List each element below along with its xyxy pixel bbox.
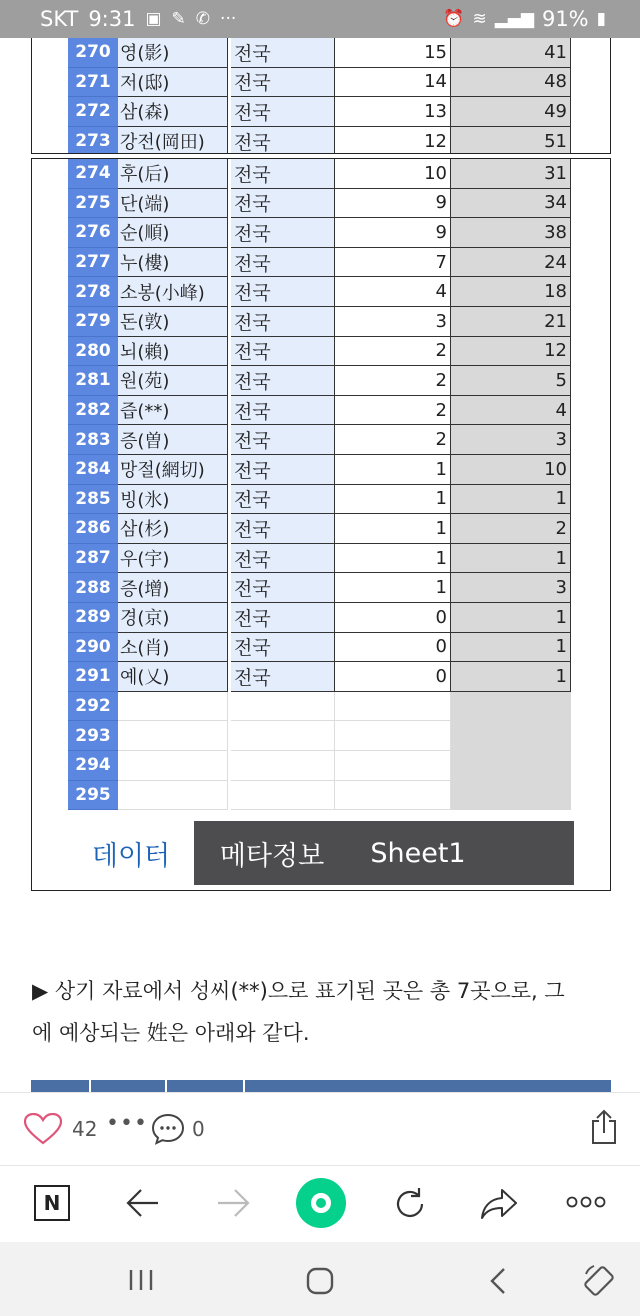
- value-cell-1[interactable]: [335, 721, 451, 751]
- tab-sheet1[interactable]: Sheet1: [350, 821, 486, 885]
- spreadsheet-table: [68, 159, 574, 821]
- value-cell-1[interactable]: 9: [335, 189, 451, 219]
- article-line-1: ▶ 상기 자료에서 성씨(**)으로 표기된 곳은 총 7곳으로, 그: [32, 979, 565, 1003]
- spreadsheet-embed[interactable]: [31, 158, 611, 891]
- region-cell[interactable]: 전국: [231, 159, 335, 189]
- value-cell-1[interactable]: 2: [335, 337, 451, 367]
- row-number[interactable]: 275: [68, 189, 118, 219]
- value-cell-1[interactable]: 13: [335, 97, 451, 127]
- region-cell[interactable]: 전국: [231, 218, 335, 248]
- table-row: [68, 544, 574, 574]
- region-cell[interactable]: 전국: [231, 603, 335, 633]
- naver-home-button[interactable]: N: [34, 1185, 70, 1221]
- surname-cell[interactable]: 누(樓): [118, 248, 228, 278]
- surname-cell[interactable]: 소봉(小峰): [118, 277, 228, 307]
- row-number[interactable]: 272: [68, 97, 118, 127]
- table-row: [68, 396, 574, 426]
- region-cell[interactable]: 전국: [231, 337, 335, 367]
- value-cell-2[interactable]: 21: [451, 307, 571, 337]
- table-row: [68, 662, 574, 692]
- value-cell-1[interactable]: 14: [335, 68, 451, 98]
- value-cell-1[interactable]: 3: [335, 307, 451, 337]
- row-number[interactable]: 290: [68, 633, 118, 663]
- value-cell-2[interactable]: 12: [451, 337, 571, 367]
- region-cell[interactable]: 전국: [231, 544, 335, 574]
- value-cell-2[interactable]: 10: [451, 455, 571, 485]
- value-cell-1[interactable]: 4: [335, 277, 451, 307]
- region-cell[interactable]: 전국: [231, 633, 335, 663]
- row-number[interactable]: 270: [68, 38, 118, 68]
- spreadsheet-embed-top[interactable]: [31, 38, 611, 154]
- region-cell[interactable]: 전국: [231, 662, 335, 692]
- value-cell-2[interactable]: 31: [451, 159, 571, 189]
- system-navigation-bar: [0, 1242, 640, 1316]
- value-cell-2[interactable]: [451, 692, 571, 722]
- value-cell-2[interactable]: 48: [451, 68, 571, 98]
- nav-back-icon[interactable]: [488, 1267, 508, 1299]
- value-cell-1[interactable]: 2: [335, 366, 451, 396]
- value-cell-1[interactable]: 2: [335, 425, 451, 455]
- region-cell[interactable]: 전국: [231, 38, 335, 68]
- surname-cell[interactable]: 우(宇): [118, 544, 228, 574]
- tab-meta-info[interactable]: 메타정보: [194, 821, 350, 885]
- table-row: [68, 337, 574, 367]
- value-cell-1[interactable]: 9: [335, 218, 451, 248]
- value-cell-2[interactable]: 51: [451, 127, 571, 154]
- row-number[interactable]: 288: [68, 573, 118, 603]
- table-row: [68, 189, 574, 219]
- article-line-2: 에 예상되는 姓은 아래와 같다.: [32, 1021, 310, 1045]
- gallery-icon: ▣: [145, 9, 162, 29]
- row-number[interactable]: 284: [68, 455, 118, 485]
- row-number[interactable]: 280: [68, 337, 118, 367]
- value-cell-2[interactable]: 1: [451, 603, 571, 633]
- table-row: [68, 455, 574, 485]
- region-cell[interactable]: 전국: [231, 425, 335, 455]
- row-number[interactable]: 286: [68, 514, 118, 544]
- value-cell-1[interactable]: 7: [335, 248, 451, 278]
- surname-cell[interactable]: 단(端): [118, 189, 228, 219]
- post-action-bar: [0, 1092, 640, 1166]
- value-cell-2[interactable]: 3: [451, 573, 571, 603]
- value-cell-1[interactable]: 0: [335, 633, 451, 663]
- row-number[interactable]: 283: [68, 425, 118, 455]
- table-row: [68, 159, 574, 189]
- row-number[interactable]: 278: [68, 277, 118, 307]
- value-cell-1[interactable]: 10: [335, 159, 451, 189]
- table-row: [68, 692, 574, 722]
- region-cell[interactable]: 전국: [231, 307, 335, 337]
- table-row: [68, 97, 574, 127]
- region-cell[interactable]: 전국: [231, 396, 335, 426]
- value-cell-2[interactable]: [451, 781, 571, 811]
- table-row: [68, 514, 574, 544]
- region-cell[interactable]: 전국: [231, 514, 335, 544]
- value-cell-2[interactable]: 38: [451, 218, 571, 248]
- notification-icon: ✎: [171, 9, 186, 29]
- table-row: [68, 603, 574, 633]
- value-cell-1[interactable]: 15: [335, 38, 451, 68]
- more-options-icon[interactable]: [566, 1194, 606, 1214]
- table-row: [68, 307, 574, 337]
- value-cell-2[interactable]: 1: [451, 544, 571, 574]
- value-cell-2[interactable]: 1: [451, 485, 571, 515]
- value-cell-2[interactable]: 24: [451, 248, 571, 278]
- surname-cell[interactable]: 원(苑): [118, 366, 228, 396]
- like-count: 42: [72, 1117, 98, 1141]
- value-cell-2[interactable]: 3: [451, 425, 571, 455]
- tab-data[interactable]: 데이터: [68, 821, 194, 885]
- row-number[interactable]: 282: [68, 396, 118, 426]
- surname-cell[interactable]: 돈(敦): [118, 307, 228, 337]
- table-row: [68, 781, 574, 811]
- tab-bar-filler: [486, 821, 574, 885]
- table-row: [68, 573, 574, 603]
- value-cell-2[interactable]: [451, 751, 571, 781]
- forward-arrow-icon[interactable]: [216, 1188, 250, 1222]
- value-cell-1[interactable]: 2: [335, 396, 451, 426]
- alarm-icon: ⏰: [443, 9, 465, 29]
- table-row: [68, 633, 574, 663]
- value-cell-1[interactable]: 1: [335, 544, 451, 574]
- surname-cell[interactable]: 강전(岡田): [118, 127, 228, 154]
- table-row: [68, 277, 574, 307]
- table-row: [68, 721, 574, 751]
- value-cell-1[interactable]: 0: [335, 603, 451, 633]
- green-dot-button[interactable]: [296, 1178, 346, 1228]
- surname-cell[interactable]: 즙(**): [118, 396, 228, 426]
- value-cell-1[interactable]: [335, 751, 451, 781]
- table-row: [68, 485, 574, 515]
- region-cell[interactable]: 전국: [231, 277, 335, 307]
- surname-cell[interactable]: 예(乂): [118, 662, 228, 692]
- surname-cell[interactable]: 경(京): [118, 603, 228, 633]
- row-number[interactable]: 279: [68, 307, 118, 337]
- value-cell-2[interactable]: 1: [451, 633, 571, 663]
- row-number[interactable]: 274: [68, 159, 118, 189]
- region-cell[interactable]: 전국: [231, 573, 335, 603]
- value-cell-1[interactable]: [335, 781, 451, 811]
- value-cell-1[interactable]: [335, 692, 451, 722]
- row-number[interactable]: 293: [68, 721, 118, 751]
- row-number[interactable]: 273: [68, 127, 118, 154]
- row-number[interactable]: 291: [68, 662, 118, 692]
- table-row: [68, 751, 574, 781]
- region-cell[interactable]: [231, 751, 335, 781]
- value-cell-2[interactable]: 4: [451, 396, 571, 426]
- row-number[interactable]: 285: [68, 485, 118, 515]
- region-cell[interactable]: 전국: [231, 248, 335, 278]
- comment-count: 0: [192, 1117, 205, 1141]
- value-cell-2[interactable]: 2: [451, 514, 571, 544]
- recent-apps-icon[interactable]: [128, 1268, 154, 1296]
- value-cell-1[interactable]: 12: [335, 127, 451, 154]
- table-row: [68, 366, 574, 396]
- surname-cell[interactable]: [118, 721, 228, 751]
- table-row: [68, 127, 574, 154]
- region-cell[interactable]: 전국: [231, 68, 335, 98]
- row-number[interactable]: 294: [68, 751, 118, 781]
- surname-cell[interactable]: 망절(網切): [118, 455, 228, 485]
- row-number[interactable]: 295: [68, 781, 118, 811]
- region-cell[interactable]: 전국: [231, 366, 335, 396]
- value-cell-2[interactable]: 1: [451, 662, 571, 692]
- value-cell-2[interactable]: 41: [451, 38, 571, 68]
- region-cell[interactable]: 전국: [231, 127, 335, 154]
- row-number[interactable]: 287: [68, 544, 118, 574]
- more-likers-button[interactable]: •••: [106, 1111, 148, 1136]
- surname-cell[interactable]: 증(曽): [118, 425, 228, 455]
- region-cell[interactable]: 전국: [231, 455, 335, 485]
- value-cell-2[interactable]: 34: [451, 189, 571, 219]
- signal-icon: ▂▄▆: [494, 9, 534, 29]
- row-number[interactable]: 277: [68, 248, 118, 278]
- value-cell-1[interactable]: 1: [335, 514, 451, 544]
- surname-cell[interactable]: 순(順): [118, 218, 228, 248]
- surname-cell[interactable]: 영(影): [118, 38, 228, 68]
- article-paragraph: [32, 970, 612, 1054]
- table-row: [68, 68, 574, 98]
- region-cell[interactable]: 전국: [231, 97, 335, 127]
- value-cell-1[interactable]: 1: [335, 485, 451, 515]
- forward-share-icon[interactable]: [480, 1188, 518, 1224]
- table-row: [68, 425, 574, 455]
- back-arrow-icon[interactable]: [126, 1188, 160, 1222]
- region-cell[interactable]: 전국: [231, 485, 335, 515]
- surname-cell[interactable]: 증(增): [118, 573, 228, 603]
- row-number[interactable]: 289: [68, 603, 118, 633]
- surname-cell[interactable]: 빙(氷): [118, 485, 228, 515]
- row-number[interactable]: 281: [68, 366, 118, 396]
- next-table-header: [31, 1080, 611, 1092]
- refresh-icon[interactable]: [392, 1186, 428, 1226]
- value-cell-2[interactable]: 18: [451, 277, 571, 307]
- row-number[interactable]: 271: [68, 68, 118, 98]
- home-icon[interactable]: [306, 1267, 334, 1299]
- region-cell[interactable]: [231, 692, 335, 722]
- value-cell-1[interactable]: 1: [335, 573, 451, 603]
- value-cell-2[interactable]: 5: [451, 366, 571, 396]
- surname-cell[interactable]: 삼(森): [118, 97, 228, 127]
- sheet-tab-bar: [68, 821, 574, 891]
- table-row: [68, 248, 574, 278]
- battery-icon: ▮: [596, 9, 606, 29]
- status-bar: [0, 0, 640, 38]
- more-notifications-icon: ···: [220, 9, 237, 29]
- region-cell[interactable]: [231, 781, 335, 811]
- value-cell-1[interactable]: 1: [335, 455, 451, 485]
- surname-cell[interactable]: 저(邸): [118, 68, 228, 98]
- share-icon[interactable]: [590, 1109, 618, 1149]
- table-row: [68, 38, 574, 68]
- surname-cell[interactable]: 소(肖): [118, 633, 228, 663]
- surname-cell[interactable]: 후(后): [118, 159, 228, 189]
- value-cell-1[interactable]: 0: [335, 662, 451, 692]
- value-cell-2[interactable]: [451, 721, 571, 751]
- surname-cell[interactable]: [118, 781, 228, 811]
- value-cell-2[interactable]: 49: [451, 97, 571, 127]
- region-cell[interactable]: [231, 721, 335, 751]
- carrier-label: SKT: [40, 7, 79, 31]
- browser-toolbar: [0, 1166, 640, 1242]
- surname-cell[interactable]: [118, 751, 228, 781]
- row-number[interactable]: 292: [68, 692, 118, 722]
- region-cell[interactable]: 전국: [231, 189, 335, 219]
- clock: 9:31: [88, 7, 136, 31]
- row-number[interactable]: 276: [68, 218, 118, 248]
- rotate-screen-icon[interactable]: [582, 1262, 618, 1302]
- wifi-icon: ≋: [472, 9, 487, 29]
- battery-level: 91%: [541, 7, 589, 31]
- table-row: [68, 218, 574, 248]
- surname-cell[interactable]: 삼(杉): [118, 514, 228, 544]
- surname-cell[interactable]: [118, 692, 228, 722]
- comment-icon[interactable]: [151, 1113, 185, 1149]
- like-heart-icon[interactable]: [24, 1113, 62, 1149]
- surname-cell[interactable]: 뇌(賴): [118, 337, 228, 367]
- call-icon: ✆: [195, 9, 211, 29]
